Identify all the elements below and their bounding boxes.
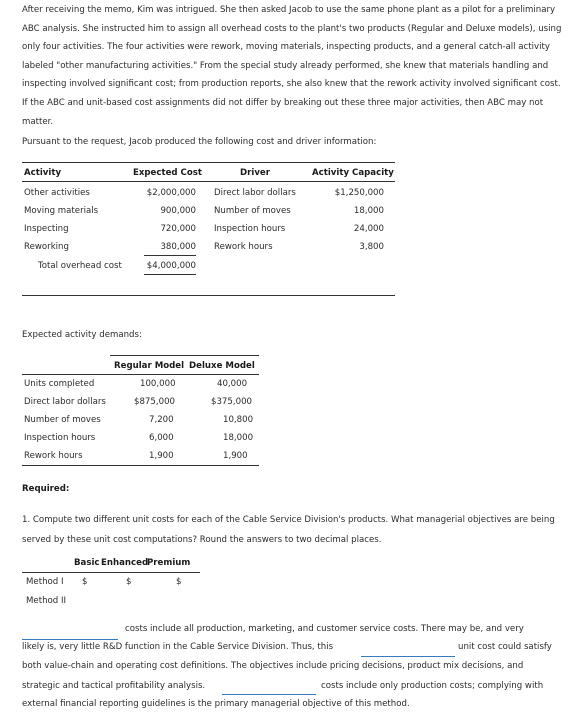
total-underline-top (144, 255, 196, 256)
deluxe-value: 10,800 (223, 415, 254, 425)
col-header-basic: Basic (74, 558, 100, 568)
cost-cell: 380,000 (160, 242, 196, 252)
deluxe-value: 18,000 (223, 433, 254, 443)
capacity-cell: $1,250,000 (334, 188, 384, 198)
demands-bottom-rule (22, 465, 259, 466)
required-label: Required: (22, 484, 70, 494)
regular-value: 6,000 (149, 433, 174, 443)
activity-cell: Inspecting (24, 224, 69, 234)
total-label: Total overhead cost (38, 261, 122, 271)
col-header-activity-capacity: Activity Capacity (312, 168, 394, 178)
col-header-activity: Activity (24, 168, 62, 178)
activity-demands-table (22, 355, 262, 470)
demand-label: Units completed (24, 379, 95, 389)
deluxe-value: $375,000 (211, 397, 253, 407)
table-top-rule (22, 162, 395, 163)
cost-cell: 720,000 (160, 224, 196, 234)
fill-sentence-2b: unit cost could satisfy (458, 642, 552, 652)
activity-cell: Reworking (24, 242, 69, 252)
demands-title: Expected activity demands: (22, 330, 142, 340)
fill-sentence-5: external financial reporting guidelines is the primary managerial objective of this method. (22, 699, 410, 709)
total-value: $4,000,000 (146, 261, 196, 271)
regular-value: 1,900 (149, 451, 174, 461)
col-header-driver: Driver (240, 168, 270, 178)
col-header-regular: Regular Model (114, 361, 185, 371)
fill-sentence-1: costs include all production, marketing, and customer service costs. There may be, and very (125, 624, 524, 634)
cost-cell: $2,000,000 (146, 188, 196, 198)
table-bottom-rule (22, 295, 395, 296)
activity-cell: Other activities (24, 188, 90, 198)
activity-cell: Moving materials (24, 206, 99, 216)
driver-cell: Inspection hours (214, 224, 286, 234)
cost-cell: 900,000 (160, 206, 196, 216)
blank-3[interactable] (222, 694, 316, 695)
demand-label: Direct labor dollars (24, 397, 106, 407)
demand-label: Inspection hours (24, 433, 96, 443)
regular-value: 7,200 (149, 415, 174, 425)
deluxe-value: 40,000 (217, 379, 248, 389)
driver-cell: Direct labor dollars (214, 188, 296, 198)
fill-sentence-3: both value-chain and operating cost definitions. The objectives include pricing decisions, product mix decisions, and (22, 661, 524, 671)
fill-sentence-4a: strategic and tactical profitability analysis. (22, 681, 206, 691)
demand-label: Number of moves (24, 415, 101, 425)
demands-header-rule (22, 374, 259, 375)
fill-sentence-2a: likely is, very little R&D function in the Cable Service Division. Thus, this (22, 642, 334, 652)
method-1-label: Method I (26, 577, 64, 587)
intro-paragraph: After receiving the memo, Kim was intrigued. She then asked Jacob to use the same phone plant as a pilot for a preliminary ABC analysis. She instructed him to assign all overhead costs to the plant's two products (Regular and Deluxe models), using only four activities. The four activities were rework, moving materials, inspecting products, and a general catch-all activity labeled "other manufacturing activities." From the special study already performed, she knew that materials handling and inspecting involved significant cost; from production reports, she also knew that the rework activity involved significant cost. If the ABC and unit-based cost assignments did not differ by breaking out these three major activities, then ABC may not matter. (22, 5, 562, 127)
demands-top-rule (110, 355, 259, 356)
method-1-premium-currency: $ (176, 577, 182, 587)
col-header-enhanced: Enhanced (101, 558, 149, 568)
method-1-basic-currency: $ (82, 577, 88, 587)
regular-value: $875,000 (134, 397, 176, 407)
col-header-premium: Premium (147, 558, 191, 568)
header-rule (22, 181, 395, 182)
regular-value: 100,000 (140, 379, 176, 389)
total-underline-bottom (144, 274, 196, 275)
answer-header-rule (22, 572, 200, 573)
question-text: 1. Compute two different unit costs for each of the Cable Service Division's products. What managerial objectives are being served by these unit cost computations? Round the answers to two decimal places. (22, 515, 555, 545)
answer-grid (22, 558, 222, 608)
fill-sentence-4b: costs include only production costs; complying with (321, 681, 544, 691)
driver-cell: Rework hours (214, 242, 273, 252)
blank-1[interactable] (22, 639, 118, 640)
blank-2[interactable] (361, 656, 455, 657)
capacity-cell: 18,000 (353, 206, 384, 216)
deluxe-value: 1,900 (223, 451, 248, 461)
capacity-cell: 3,800 (359, 242, 384, 252)
method-1-enhanced-currency: $ (126, 577, 132, 587)
capacity-cell: 24,000 (353, 224, 384, 234)
pursuant-text: Pursuant to the request, Jacob produced the following cost and driver information: (22, 137, 377, 147)
demand-label: Rework hours (24, 451, 83, 461)
method-2-label: Method II (26, 596, 67, 606)
driver-cell: Number of moves (214, 206, 291, 216)
col-header-deluxe: Deluxe Model (189, 361, 255, 371)
col-header-expected-cost: Expected Cost (132, 168, 202, 178)
